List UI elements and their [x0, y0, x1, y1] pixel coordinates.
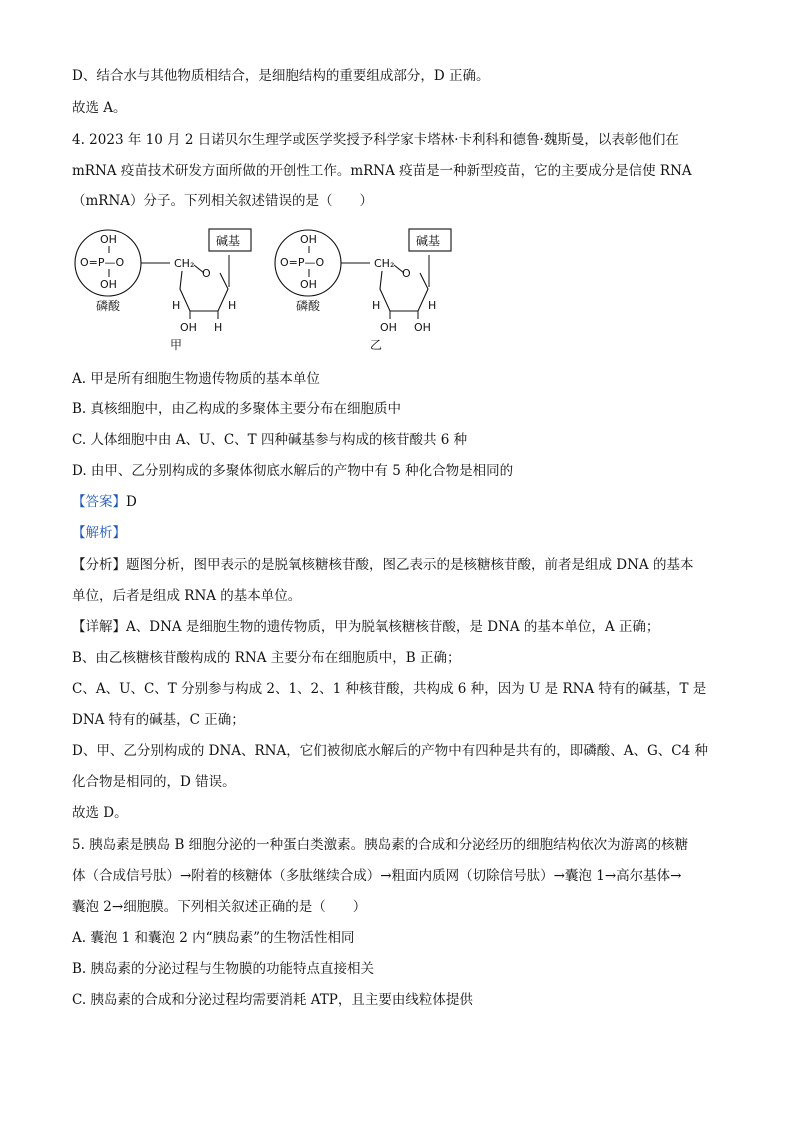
fenxi-line: 【分析】题图分析，图甲表示的是脱氧核糖核苷酸，图乙表示的是核糖核苷酸，前者是组成 DNA 的基本 — [72, 557, 694, 573]
phosphate-label: 磷酸 — [96, 299, 121, 313]
question-4-stem: mRNA 疫苗技术研发方面所做的开创性工作。mRNA 疫苗是一种新型疫苗，它的主要成分是信使 RNA — [72, 163, 692, 179]
h-label: H — [428, 299, 437, 312]
explain-line: DNA 特有的碱基，C 正确； — [72, 712, 245, 728]
nucleotide-jia — [75, 229, 251, 352]
label-yi: 乙 — [370, 338, 383, 352]
text-line: D、结合水与其他物质相结合，是细胞结构的重要组成部分，D 正确。 — [72, 68, 490, 84]
ring-oxygen: O — [202, 267, 211, 280]
answer-tag: 【答案】 — [72, 494, 126, 510]
answer-value: D — [126, 494, 137, 510]
h-label: H — [172, 299, 181, 312]
option-c: C. 胰岛素的合成和分泌过程均需要消耗 ATP，且主要由线粒体提供 — [72, 992, 473, 1008]
oh-label: OH — [100, 278, 117, 291]
base-label: 碱基 — [416, 234, 441, 248]
analysis-tag: 【解析】 — [72, 525, 126, 541]
base-label: 碱基 — [216, 234, 241, 248]
question-4-stem: （mRNA）分子。下列相关叙述错误的是（ ） — [72, 193, 374, 209]
oh-label: OH — [380, 321, 397, 334]
oh-label: OH — [414, 321, 431, 334]
option-d: D. 由甲、乙分别构成的多聚体彻底水解后的产物中有 5 种化合物是相同的 — [72, 463, 514, 479]
ring-oxygen: O — [402, 267, 411, 280]
text-line: 故选 A。 — [72, 100, 127, 116]
option-c: C. 人体细胞中由 A、U、C、T 四种碱基参与构成的核苷酸共 6 种 — [72, 432, 468, 448]
option-b: B. 真核细胞中，由乙构成的多聚体主要分布在细胞质中 — [72, 401, 402, 417]
xiangjie-tag: 【详解】 — [72, 619, 126, 635]
question-5-stem: 5. 胰岛素是胰岛 B 细胞分泌的一种蛋白类激素。胰岛素的合成和分泌经历的细胞结构依次为游离的核糖 — [72, 837, 689, 853]
phosphate-label: 磷酸 — [296, 299, 321, 313]
explain-line: B、由乙核糖核苷酸构成的 RNA 主要分布在细胞质中，B 正确； — [72, 650, 461, 666]
answer-line — [72, 492, 137, 512]
oh-label: OH — [100, 233, 117, 246]
h-label: H — [228, 299, 237, 312]
ch2-label: CH₂ — [174, 257, 195, 270]
phosphate-formula: O=P—O — [80, 256, 125, 269]
question-5-stem: 囊泡 2→细胞膜。下列相关叙述正确的是（ ） — [72, 899, 367, 915]
explain-line: C、A、U、C、T 分别参与构成 2、1、2、1 种核苷酸，共构成 6 种，因为 U 是 RNA 特有的碱基，T 是 — [72, 681, 707, 697]
nucleotide-figure — [72, 225, 472, 355]
option-a: A. 囊泡 1 和囊泡 2 内“胰岛素”的生物活性相同 — [72, 930, 355, 946]
oh-label: OH — [180, 321, 197, 334]
explain-line: D、甲、乙分别构成的 DNA、RNA，它们被彻底水解后的产物中有四种是共有的，即磷酸、A、G、C4 种 — [72, 743, 708, 759]
h-label: H — [214, 321, 223, 334]
xiangjie-line: 【详解】A、DNA 是细胞生物的遗传物质，甲为脱氧核糖核苷酸，是 DNA 的基本单位，A 正确； — [72, 619, 660, 635]
option-b: B. 胰岛素的分泌过程与生物膜的功能特点直接相关 — [72, 961, 375, 977]
fenxi-line: 单位，后者是组成 RNA 的基本单位。 — [72, 588, 302, 604]
ch2-label: CH₂ — [374, 257, 395, 270]
h-label: H — [372, 299, 381, 312]
nucleotide-yi — [275, 229, 451, 352]
option-a: A. 甲是所有细胞生物遗传物质的基本单位 — [72, 371, 320, 387]
question-5-stem: 体（合成信号肽）→附着的核糖体（多肽继续合成）→粗面内质网（切除信号肽）→囊泡 1→高尔基体→ — [72, 868, 682, 884]
oh-label: OH — [300, 278, 317, 291]
explain-line: 故选 D。 — [72, 805, 128, 821]
explain-line: 化合物是相同的，D 错误。 — [72, 774, 236, 790]
oh-label: OH — [300, 233, 317, 246]
fenxi-tag: 【分析】 — [72, 557, 126, 573]
question-4-stem: 4. 2023 年 10 月 2 日诺贝尔生理学或医学奖授予科学家卡塔林·卡利科和德鲁·魏斯曼，以表彰他们在 — [72, 132, 679, 148]
label-jia: 甲 — [170, 338, 183, 352]
phosphate-formula: O=P—O — [280, 256, 325, 269]
